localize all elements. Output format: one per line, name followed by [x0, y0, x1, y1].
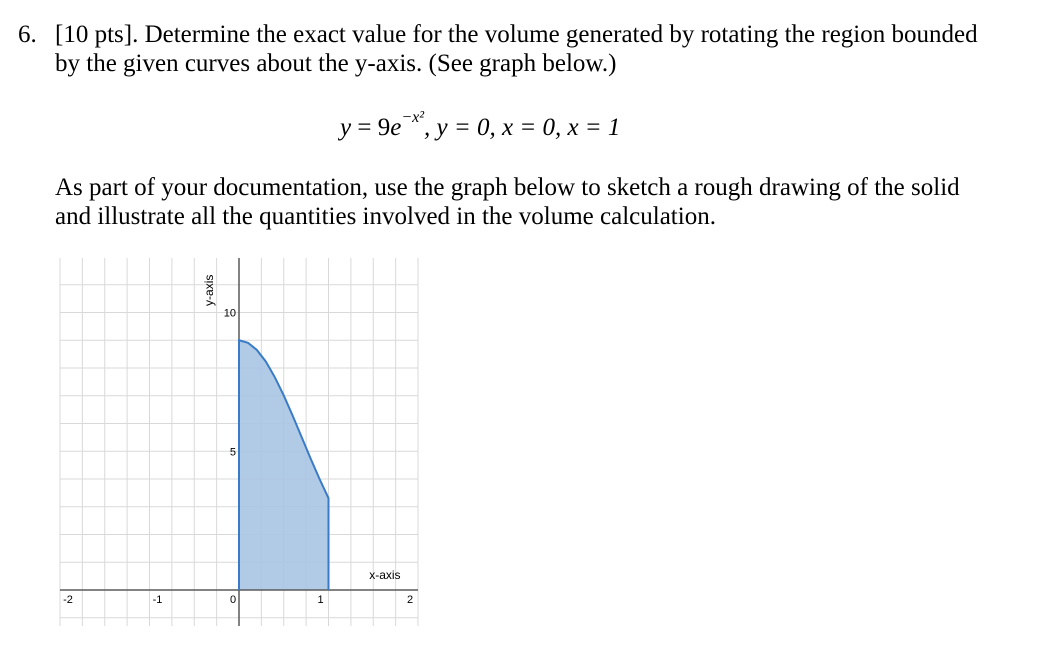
x-axis-label: x-axis [369, 568, 401, 582]
equation-rest: , y = 0, x = 0, x = 1 [424, 114, 621, 141]
problem-text-line-1: [10 pts]. Determine the exact value for the volume generated by rotating the region bounded [55, 21, 978, 48]
problem-text-line-2: by the given curves about the y-axis. (See graph below.) [55, 50, 617, 77]
x-tick-label: 2 [406, 594, 414, 606]
instructions-line-1: As part of your documentation, use the graph below to sketch a rough drawing of the solid [55, 174, 960, 201]
y-tick-label: 10 [223, 307, 236, 320]
x-tick-label: 0 [229, 594, 237, 606]
equation-e: e [390, 114, 402, 141]
y-axis-label: y-axis [202, 274, 216, 306]
equation-equals: = 9 [351, 114, 391, 141]
x-tick-label: 1 [317, 594, 324, 606]
x-tick-label: -1 [152, 594, 163, 606]
x-tick-label: -2 [63, 594, 73, 606]
equation-y: y [340, 114, 352, 141]
y-tick-label: 5 [229, 446, 236, 459]
instructions-line-2: and illustrate all the quantities involved in the volume calculation. [55, 203, 716, 230]
equation-exponent: −x² [401, 109, 425, 126]
problem-number: 6. [18, 21, 37, 48]
